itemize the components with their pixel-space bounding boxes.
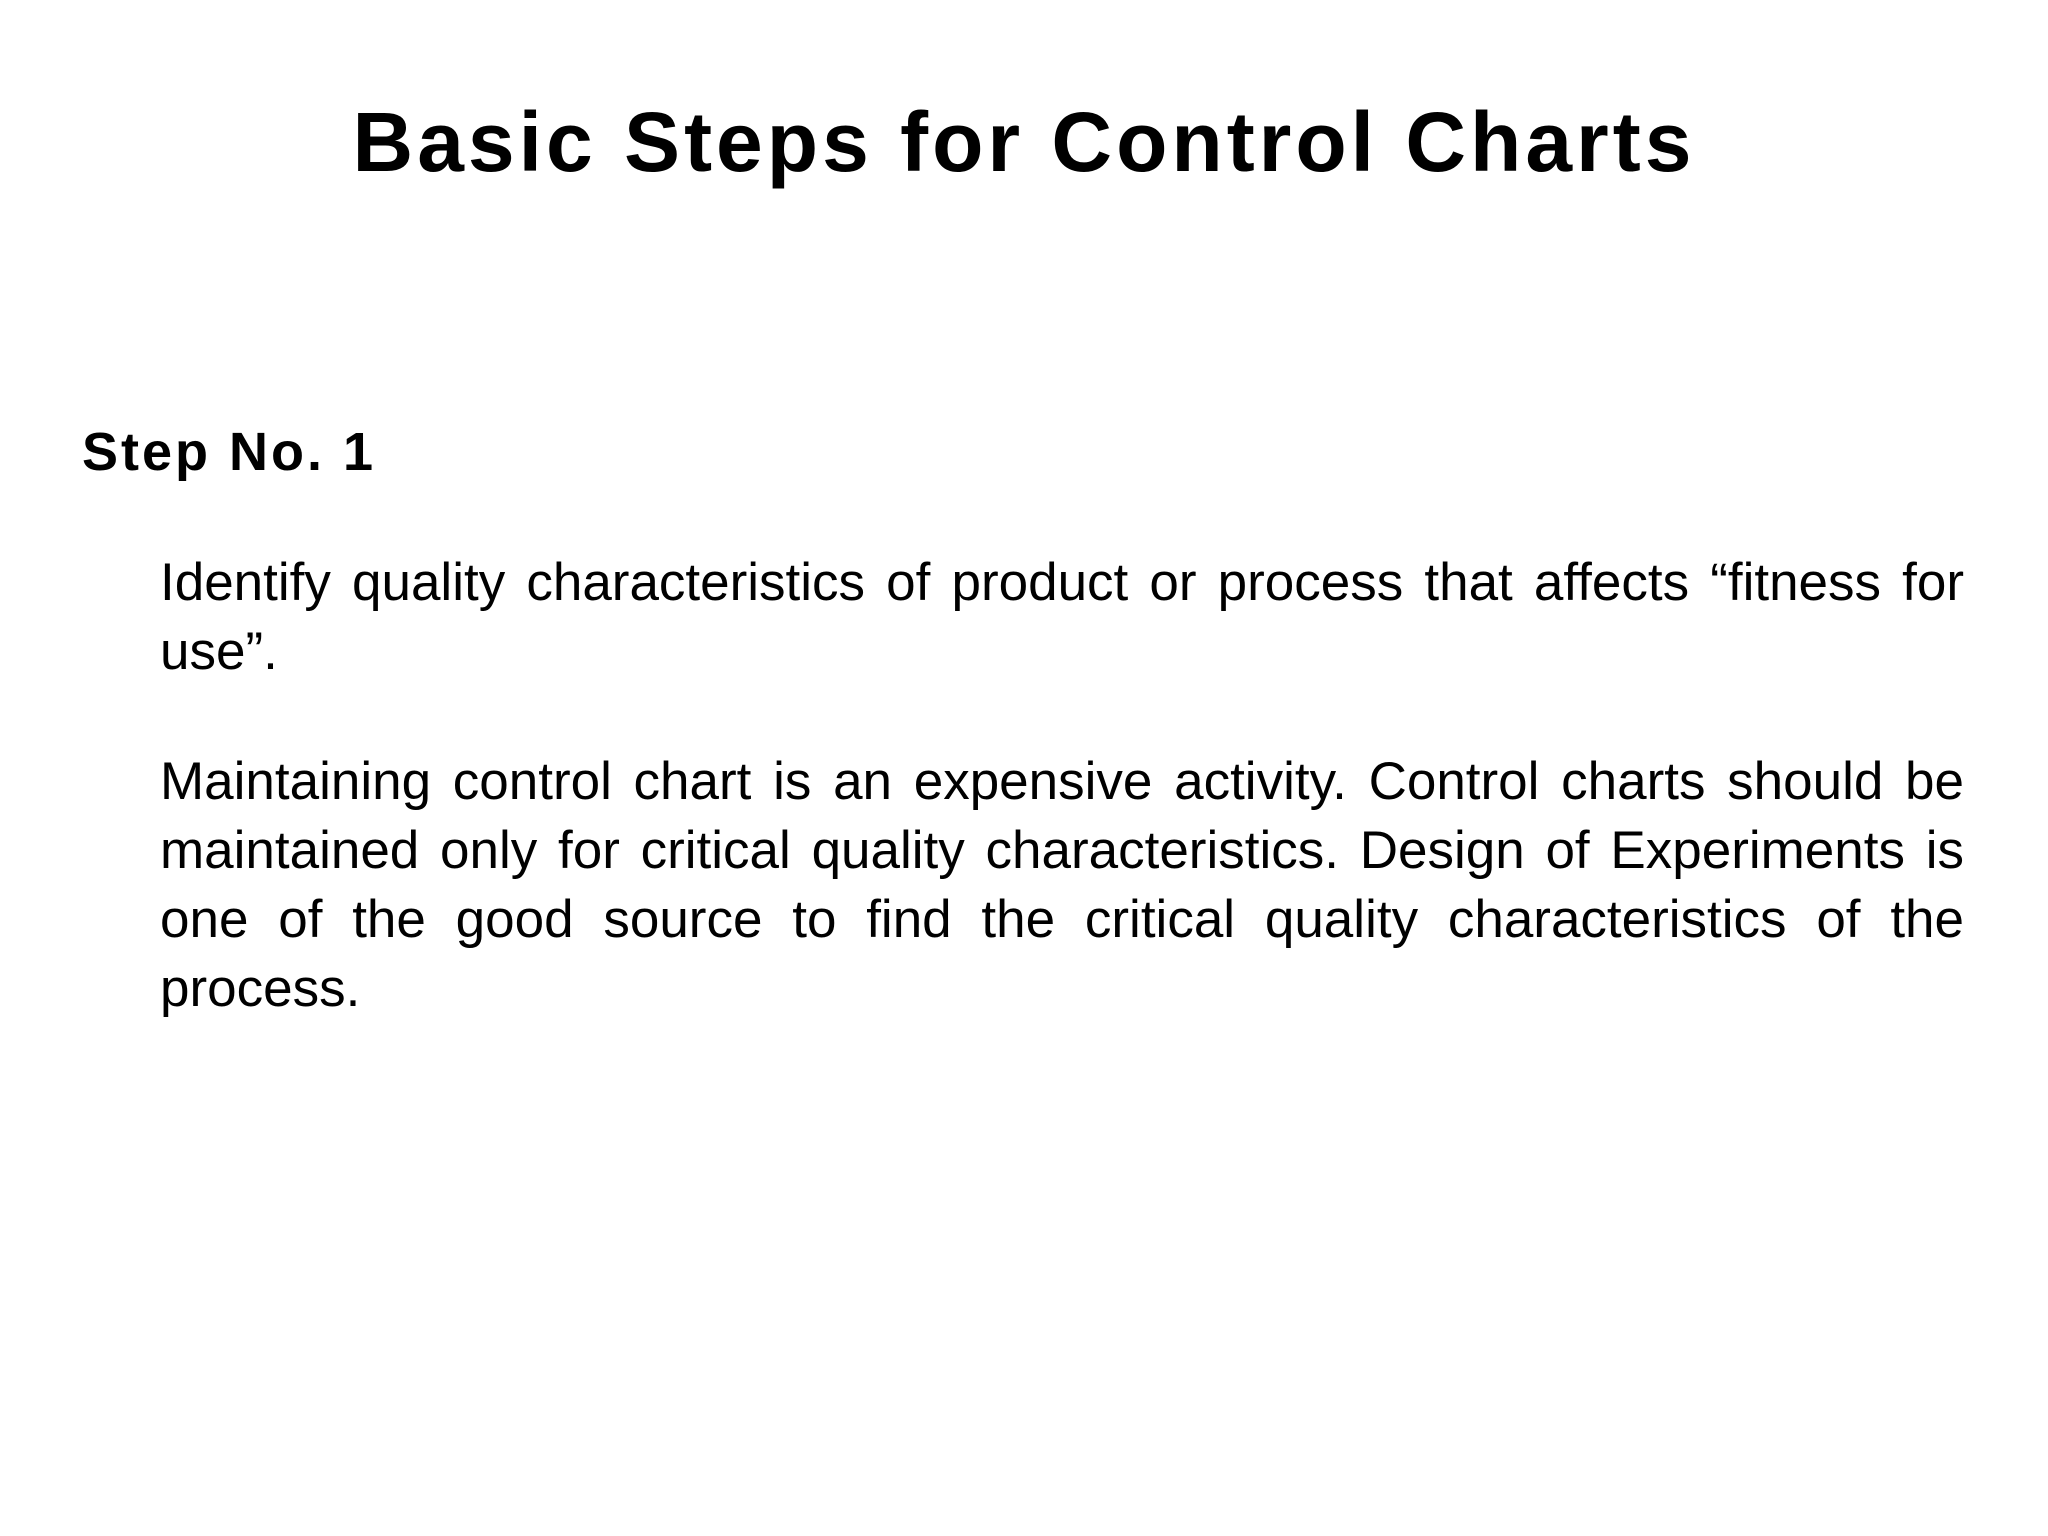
step-heading: Step No. 1: [82, 422, 377, 482]
step-paragraph-2: Maintaining control chart is an expensive activity. Control charts should be maintained only for critical quality characteristics. Design of Experiments is one of the good source to find the critical quality characteristics of the process.: [160, 752, 1964, 1018]
slide-title: Basic Steps for Control Charts: [352, 95, 1696, 189]
step-paragraph-1: Identify quality characteristics of product or process that affects “fitness for use”.: [160, 553, 1964, 681]
